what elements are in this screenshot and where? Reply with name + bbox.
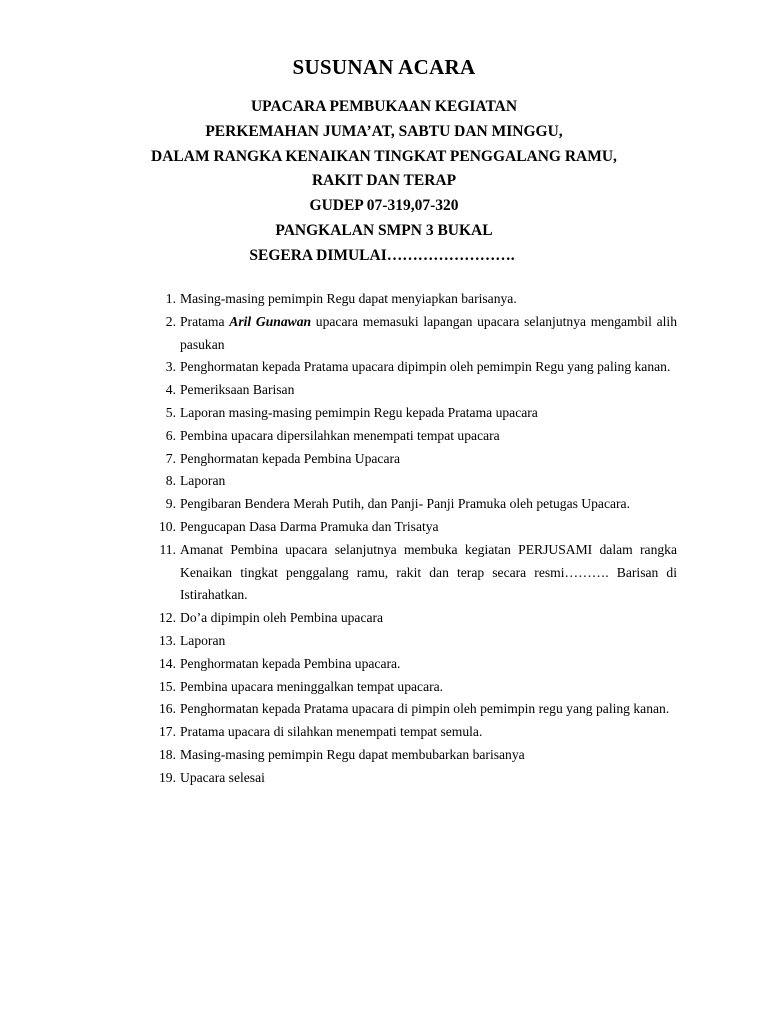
agenda-item-text: Penghormatan kepada Pratama upacara dipimpin oleh pemimpin Regu yang paling kanan. — [180, 359, 671, 375]
agenda-text-part: Pratama — [180, 313, 230, 329]
agenda-item — [142, 630, 677, 653]
agenda-item — [142, 402, 677, 425]
agenda-item-text: Amanat Pembina upacara selanjutnya membuka kegiatan PERJUSAMI dalam rangka Kenaikan tingkat penggalang ramu, rakit dan terap secara resmi………. Barisan di Istirahatkan. — [180, 541, 677, 603]
agenda-item — [142, 539, 677, 607]
agenda-item — [142, 721, 677, 744]
agenda-item-number: 19. — [159, 769, 176, 785]
agenda-item-number: 5. — [165, 404, 176, 420]
agenda-item-text: Penghormatan kepada Pratama upacara di pimpin oleh pemimpin regu yang paling kanan. — [180, 701, 670, 717]
agenda-item-text: Penghormatan kepada Pembina upacara. — [180, 655, 401, 671]
agenda-item-text: Masing-masing pemimpin Regu dapat membubarkan barisanya — [180, 746, 525, 762]
agenda-text-part: upacara memasuki lapangan upacara selanjutnya mengambil alih pasukan — [180, 313, 678, 352]
agenda-item — [142, 288, 677, 311]
header-line-camp: PERKEMAHAN JUMA’AT, SABTU DAN MINGGU, — [205, 122, 563, 140]
agenda-item-number: 16. — [159, 701, 176, 717]
agenda-item-number: 8. — [165, 473, 176, 489]
header-line-purpose: DALAM RANGKA KENAIKAN TINGKAT PENGGALANG RAMU, — [151, 147, 617, 165]
agenda-item-number: 7. — [165, 450, 176, 466]
commander-name: Aril Gunawan — [229, 313, 312, 329]
agenda-item-text: Pengibaran Bendera Merah Putih, dan Panji- Panji Pramuka oleh petugas Upacara. — [180, 496, 630, 512]
agenda-item-number: 11. — [159, 541, 176, 557]
agenda-item — [142, 653, 677, 676]
agenda-item-number: 4. — [165, 382, 176, 398]
agenda-item-text: Upacara selesai — [180, 769, 265, 785]
document-title: SUSUNAN ACARA — [292, 55, 476, 79]
header-line-gudep: GUDEP 07-319,07-320 — [309, 197, 459, 215]
agenda-item-text: Masing-masing pemimpin Regu dapat menyiapkan barisanya. — [180, 291, 517, 306]
agenda-item-number: 3. — [165, 359, 176, 375]
agenda-item-text: Pratama upacara di silahkan menempati tempat semula. — [180, 724, 483, 740]
agenda-item-text: Pemeriksaan Barisan — [180, 382, 295, 398]
header-line-start: SEGERA DIMULAI……………………. — [249, 246, 515, 264]
agenda-item — [142, 379, 677, 402]
agenda-item-text: Do’a dipimpin oleh Pembina upacara — [180, 610, 384, 626]
agenda-item-text: Laporan — [180, 473, 226, 489]
agenda-item-text: Penghormatan kepada Pembina Upacara — [180, 450, 401, 466]
agenda-item-number: 13. — [159, 632, 176, 648]
agenda-item — [142, 448, 677, 471]
agenda-item-text: Pembina upacara meninggalkan tempat upacara. — [180, 678, 444, 694]
agenda-item — [142, 311, 677, 357]
agenda-item — [142, 356, 677, 379]
agenda-item — [142, 470, 677, 493]
agenda-item-number: 18. — [159, 746, 176, 762]
agenda-list — [142, 288, 677, 790]
agenda-item — [142, 493, 677, 516]
agenda-item — [142, 607, 677, 630]
agenda-item — [142, 425, 677, 448]
agenda-item-number: 15. — [159, 678, 176, 694]
agenda-item — [142, 698, 677, 721]
header-line-levels: RAKIT DAN TERAP — [311, 172, 457, 190]
agenda-item-number: 2. — [165, 313, 176, 329]
agenda-item — [142, 744, 677, 767]
agenda-item-number: 1. — [165, 291, 176, 306]
agenda-item-number: 17. — [159, 724, 176, 740]
agenda-item-text — [180, 314, 677, 352]
event-header — [0, 95, 768, 269]
agenda-item-number: 14. — [159, 655, 176, 671]
agenda-item-number: 10. — [159, 518, 176, 534]
agenda-item-text: Pengucapan Dasa Darma Pramuka dan Trisatya — [180, 518, 439, 534]
agenda-item — [142, 676, 677, 699]
agenda-item-number: 9. — [165, 496, 176, 512]
header-line-event: UPACARA PEMBUKAAN KEGIATAN — [250, 98, 518, 115]
agenda-item-number: 6. — [165, 427, 176, 443]
agenda-item-text: Laporan — [180, 632, 226, 648]
agenda-item-text: Pembina upacara dipersilahkan menempati tempat upacara — [180, 427, 500, 443]
agenda-item — [142, 767, 677, 790]
agenda-item-text: Laporan masing-masing pemimpin Regu kepada Pratama upacara — [180, 404, 538, 420]
header-line-base: PANGKALAN SMPN 3 BUKAL — [275, 221, 493, 239]
agenda-item-number: 12. — [159, 610, 176, 626]
agenda-item — [142, 516, 677, 539]
